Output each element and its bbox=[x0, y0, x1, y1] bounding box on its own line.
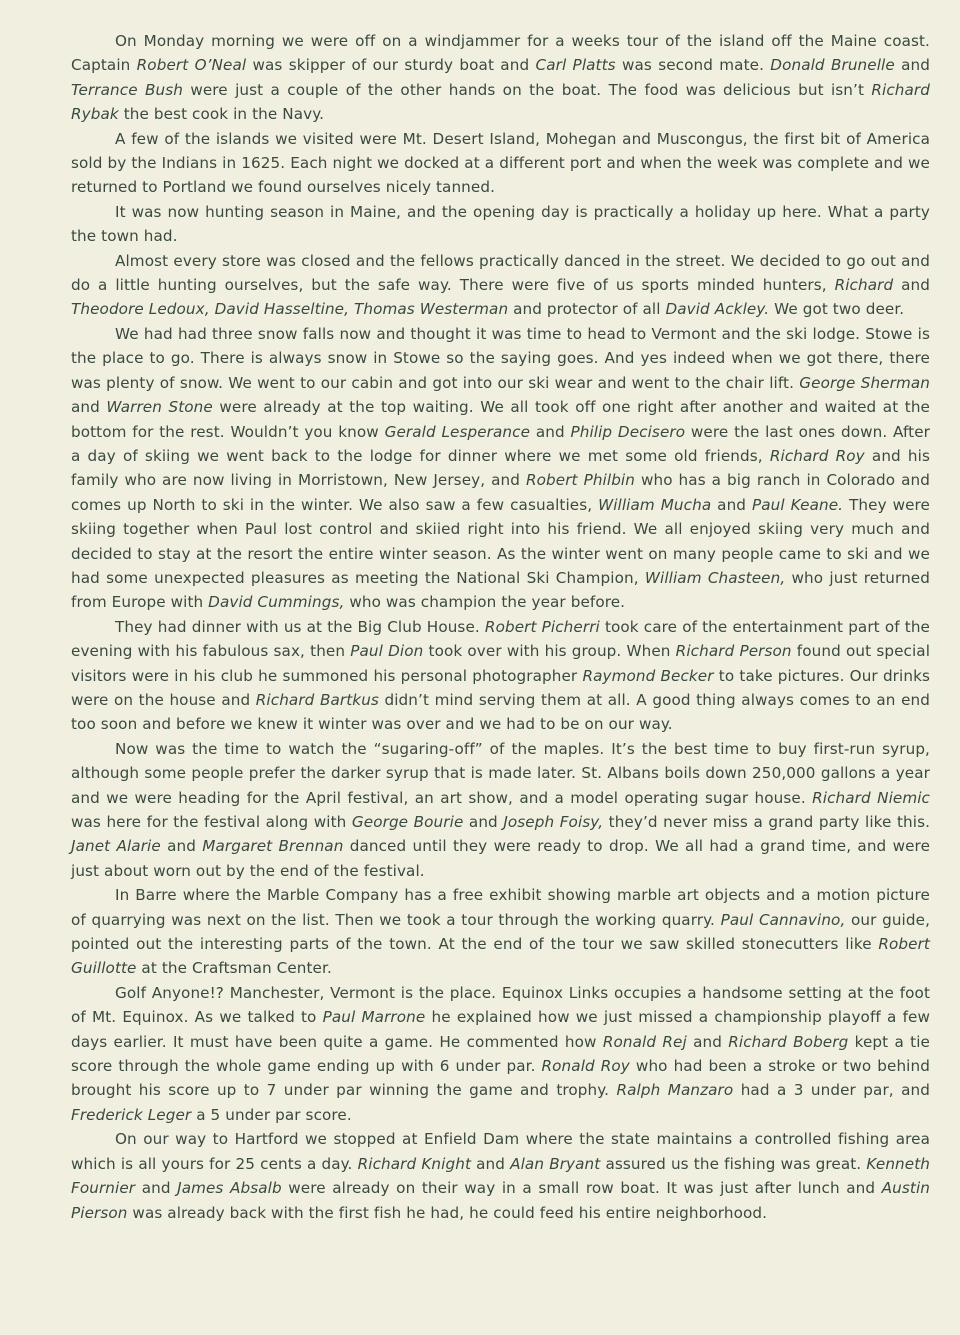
person-name: Warren Stone bbox=[106, 398, 213, 417]
person-name: James Absalb bbox=[177, 1179, 282, 1198]
person-name: Richard Boberg bbox=[728, 1032, 849, 1051]
person-name: Ronald Roy bbox=[541, 1057, 630, 1076]
text-run: assured us the fishing was great. bbox=[600, 1154, 867, 1173]
text-run: they’d never miss a grand party like this. bbox=[603, 813, 931, 831]
text-run: who has a big ranch in Colorado and comes up North to ski in the winter. We also saw a few casualties, bbox=[71, 471, 930, 514]
person-name: Frederick Leger bbox=[71, 1105, 192, 1124]
text-run: was already back with the first fish he had, he could feed his entire neighborhood. bbox=[127, 1203, 768, 1222]
person-name: Richard Bartkus bbox=[255, 690, 379, 709]
text-run: who was champion the year before. bbox=[344, 593, 626, 612]
paragraph-islands-visited bbox=[71, 127, 930, 200]
person-name: Robert Philbin bbox=[525, 471, 635, 490]
person-name: Richard Niemic bbox=[812, 788, 930, 807]
person-name: Margaret Brennan bbox=[202, 837, 344, 856]
text-run: kept a tie score through the whole game ending up with 6 under par. bbox=[71, 1032, 931, 1076]
person-name: Janet Alarie bbox=[71, 837, 161, 856]
person-name: Richard Rybak bbox=[71, 80, 930, 124]
text-run: didn’t mind serving them at all. A good thing always comes to an end too soon and before we knew it winter was over and we had to be on our way. bbox=[71, 690, 931, 734]
person-name: George Bourie bbox=[351, 813, 464, 831]
paragraph-enfield-fishing bbox=[71, 1127, 930, 1225]
text-run: and bbox=[471, 1154, 511, 1173]
person-name: Philip Decisero bbox=[570, 422, 686, 441]
text-run: were already at the top waiting. We all took off one right after another and waited at the bottom for the rest. Wouldn’t you know bbox=[71, 398, 930, 441]
text-run: at the Craftsman Center. bbox=[136, 959, 332, 978]
person-name: Robert Picherri bbox=[484, 617, 600, 636]
text-run: who had been a stroke or two behind brought his score up to 7 under par winning the game and trophy. bbox=[71, 1057, 930, 1100]
person-name: Ronald Rej bbox=[602, 1032, 687, 1051]
text-run: They had dinner with us at the Big Club House. bbox=[115, 617, 485, 636]
text-run: In Barre where the Marble Company has a free exhibit showing marble art objects and a motion picture of quarrying was next on the list. Then we took a tour through the working quarry. bbox=[71, 886, 930, 929]
text-run: Golf Anyone!? Manchester, Vermont is the place. Equinox Links occupies a handsome setting at the foot of Mt. Equinox. As we talked to bbox=[71, 983, 930, 1027]
paragraph-hunting-party bbox=[71, 249, 930, 322]
text-run: We got two deer. bbox=[769, 300, 905, 319]
person-name: Richard Knight bbox=[357, 1154, 471, 1173]
person-name: Paul Marrone bbox=[322, 1008, 426, 1027]
person-name: George Sherman bbox=[799, 373, 930, 392]
text-run: were the last ones down. After a day of skiing we went back to the lodge for dinner where we met some old friends, bbox=[71, 422, 931, 465]
person-name: Kenneth Fournier bbox=[71, 1154, 930, 1198]
paragraph-sugaring-off bbox=[71, 737, 930, 883]
text-run: and his family who are now living in Morristown, New Jersey, and bbox=[71, 446, 930, 490]
text-run: Almost every store was closed and the fellows practically danced in the street. We decided to go out and do a little hunting ourselves, but the safe way. There were five of us sports minded hunters, bbox=[71, 251, 930, 295]
text-run: had a 3 under par, and bbox=[733, 1081, 930, 1100]
person-name: Austin Pierson bbox=[71, 1179, 930, 1222]
text-run: were already on their way in a small row boat. It was just after lunch and bbox=[281, 1179, 882, 1198]
person-name: Robert Guillotte bbox=[71, 935, 930, 978]
person-name: Richard bbox=[834, 276, 894, 295]
text-run: were just a couple of the other hands on the boat. The food was delicious but isn’t bbox=[182, 80, 872, 99]
person-name: Paul Keane. bbox=[751, 495, 844, 514]
paragraph-stowe-skiing bbox=[71, 322, 930, 615]
text-run: We had had three snow falls now and thought it was time to head to Vermont and the ski lodge. Stowe is the place to go. There is always snow in Stowe so the saying goes. And yes indeed when we got there, there was plenty of snow. We went to our cabin and got into our ski wear and went to the chair lift. bbox=[71, 324, 930, 392]
text-run: and protector of all bbox=[508, 300, 666, 319]
person-name: Ralph Manzaro bbox=[616, 1081, 734, 1100]
text-run: our guide, pointed out the interesting parts of the town. At the end of the tour we saw skilled stonecutters like bbox=[71, 910, 930, 954]
text-run: On Monday morning we were off on a windjammer for a weeks tour of the island off the Maine coast. Captain bbox=[71, 32, 930, 75]
text-run: was skipper of our sturdy boat and bbox=[246, 56, 536, 75]
person-name: David Ackley. bbox=[665, 300, 770, 319]
text-run: and bbox=[160, 837, 203, 856]
person-name: Gerald Lesperance bbox=[384, 422, 531, 441]
person-name: William Chasteen, bbox=[644, 568, 786, 587]
text-run: and bbox=[893, 276, 930, 295]
person-name: Terrance Bush bbox=[71, 80, 183, 99]
text-run: to take pictures. Our drinks were on the house and bbox=[71, 666, 930, 709]
text-run: and bbox=[530, 422, 571, 441]
person-name: Paul Cannavino, bbox=[720, 910, 846, 929]
person-name: Joseph Foisy, bbox=[503, 813, 604, 831]
text-run: They were skiing together when Paul lost control and skiied right into his friend. We all enjoyed skiing very much and decided to stay at the resort the entire winter season. As the winter went on many people came to ski and we had some unexpected pleasures as meeting the National Ski Champion, bbox=[71, 495, 930, 587]
person-name: Richard Roy bbox=[769, 446, 865, 465]
person-name: Alan Bryant bbox=[510, 1154, 601, 1173]
person-name: Carl Platts bbox=[535, 56, 616, 75]
text-run: Now was the time to watch the “sugaring-off” of the maples. It’s the best time to buy first-run syrup, although some people prefer the darker syrup that is made later. St. Albans boils down 250,000 gallons a year and we were heading for the April festival, an art show, and a model operating sugar house. bbox=[71, 739, 930, 807]
text-run: and bbox=[463, 813, 504, 831]
person-name: Donald Brunelle bbox=[770, 56, 895, 75]
paragraph-windjammer-tour bbox=[71, 29, 930, 127]
paragraph-golf-manchester bbox=[71, 981, 930, 1127]
person-name: David Cummings, bbox=[208, 593, 345, 612]
person-name: Theodore Ledoux, David Hasseltine, Thomas Westerman bbox=[71, 300, 509, 319]
text-run: the best cook in the Navy. bbox=[118, 105, 325, 124]
text-run: was here for the festival along with bbox=[71, 813, 352, 831]
text-run: A few of the islands we visited were Mt. Desert Island, Mohegan and Muscongus, the first bit of America sold by the Indians in 1625. Each night we docked at a different port and when the week was complete and we returned to Portland we found ourselves nicely tanned. bbox=[71, 129, 930, 197]
paragraph-club-house-dinner bbox=[71, 615, 930, 737]
paragraph-barre-quarry bbox=[71, 883, 930, 981]
person-name: William Mucha bbox=[598, 495, 712, 514]
text-run: and bbox=[71, 398, 107, 417]
person-name: Richard Person bbox=[675, 642, 792, 661]
text-run: took care of the entertainment part of the evening with his fabulous sax, then bbox=[71, 617, 930, 661]
text-run: danced until they were ready to drop. We all had a grand time, and were just about worn out by the end of the festival. bbox=[71, 837, 931, 880]
text-run: and bbox=[135, 1179, 178, 1198]
text-run: took over with his group. When bbox=[423, 642, 676, 661]
person-name: Robert O’Neal bbox=[136, 56, 247, 75]
text-run: It was now hunting season in Maine, and the opening day is practically a holiday up here. What a party the town had. bbox=[71, 202, 930, 246]
text-run: and bbox=[894, 56, 930, 75]
text-run: On our way to Hartford we stopped at Enfield Dam where the state maintains a controlled fishing area which is all yours for 25 cents a day. bbox=[71, 1130, 930, 1173]
text-run: he explained how we just missed a championship playoff a few days earlier. It must have been quite a game. He commented how bbox=[71, 1008, 930, 1051]
paragraph-hunting-season bbox=[71, 200, 930, 249]
text-run: and bbox=[686, 1032, 729, 1051]
text-run: found out special visitors were in his club he summoned his personal photographer bbox=[71, 642, 931, 685]
text-run: was second mate. bbox=[615, 56, 771, 75]
person-name: Raymond Becker bbox=[582, 666, 714, 685]
text-run: and bbox=[711, 495, 752, 514]
person-name: Paul Dion bbox=[350, 642, 424, 661]
text-run: who just returned from Europe with bbox=[71, 568, 930, 612]
text-run: a 5 under par score. bbox=[191, 1105, 352, 1124]
